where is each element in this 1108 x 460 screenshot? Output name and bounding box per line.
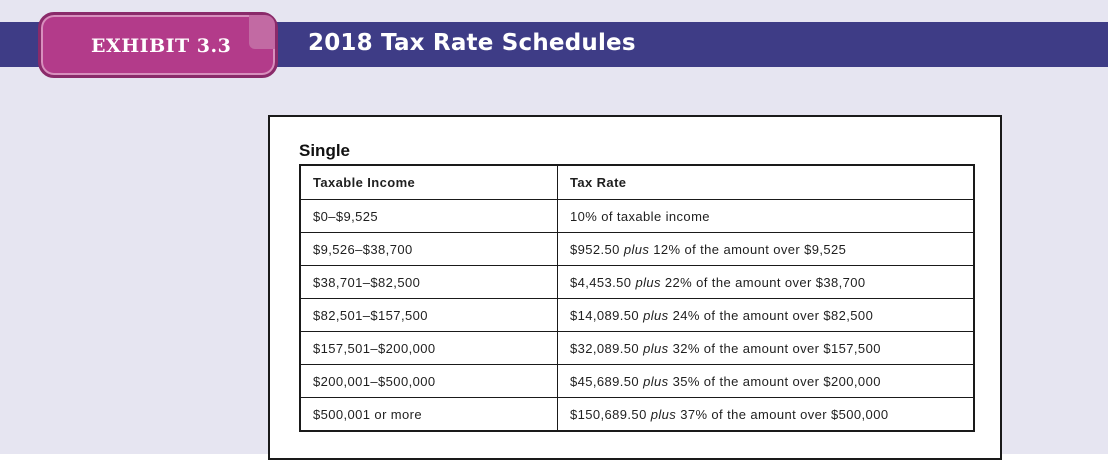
rate-plus: plus — [643, 340, 669, 356]
table-row — [300, 332, 974, 365]
table-row — [300, 365, 974, 398]
rate-rest: 24% of the amount over $82,500 — [672, 307, 874, 323]
column-header-taxable-income: Taxable Income — [300, 165, 558, 200]
rate-rest: 35% of the amount over $200,000 — [672, 373, 881, 389]
rate-plus: plus — [635, 274, 661, 290]
taxable-income-cell: $38,701–$82,500 — [300, 266, 558, 299]
taxable-income-cell: $157,501–$200,000 — [300, 332, 558, 365]
rate-base: $14,089.50 — [570, 307, 640, 323]
table-title: Single — [299, 141, 351, 160]
table-row — [300, 398, 974, 432]
table-row — [300, 200, 974, 233]
rate-rest: 32% of the amount over $157,500 — [672, 340, 881, 356]
tax-schedule-card — [268, 115, 1002, 460]
taxable-income-cell: $500,001 or more — [300, 398, 558, 432]
rate-base: $4,453.50 — [570, 274, 632, 290]
tax-rate-cell — [558, 233, 975, 266]
exhibit-label: EXHIBIT 3.3 — [91, 35, 232, 57]
tax-rate-table — [299, 164, 975, 432]
table-row — [300, 266, 974, 299]
taxable-income-cell: $0–$9,525 — [300, 200, 558, 233]
rate-base: $150,689.50 — [570, 406, 647, 422]
taxable-income-cell: $82,501–$157,500 — [300, 299, 558, 332]
column-header-tax-rate: Tax Rate — [558, 165, 975, 200]
tax-rate-cell — [558, 299, 975, 332]
rate-base: $32,089.50 — [570, 340, 640, 356]
tax-rate-cell — [558, 332, 975, 365]
tax-rate-cell — [558, 266, 975, 299]
rate-base: $45,689.50 — [570, 373, 640, 389]
exhibit-title: 2018 Tax Rate Schedules — [308, 30, 636, 56]
badge-tab — [249, 15, 275, 49]
table-row — [300, 299, 974, 332]
rate-rest: 10% of taxable income — [570, 208, 710, 224]
table-row — [300, 233, 974, 266]
tax-rate-cell — [558, 200, 975, 233]
rate-plus: plus — [650, 406, 677, 422]
rate-base: $952.50 — [570, 241, 620, 257]
exhibit-badge — [38, 12, 278, 78]
table-header-row — [300, 165, 974, 200]
taxable-income-cell: $9,526–$38,700 — [300, 233, 558, 266]
rate-plus: plus — [623, 241, 650, 257]
rate-plus: plus — [643, 307, 669, 323]
rate-rest: 37% of the amount over $500,000 — [680, 406, 889, 422]
tax-rate-cell — [558, 365, 975, 398]
tax-rate-cell — [558, 398, 975, 432]
taxable-income-cell: $200,001–$500,000 — [300, 365, 558, 398]
rate-rest: 22% of the amount over $38,700 — [664, 274, 866, 290]
rate-plus: plus — [643, 373, 669, 389]
rate-rest: 12% of the amount over $9,525 — [653, 241, 847, 257]
